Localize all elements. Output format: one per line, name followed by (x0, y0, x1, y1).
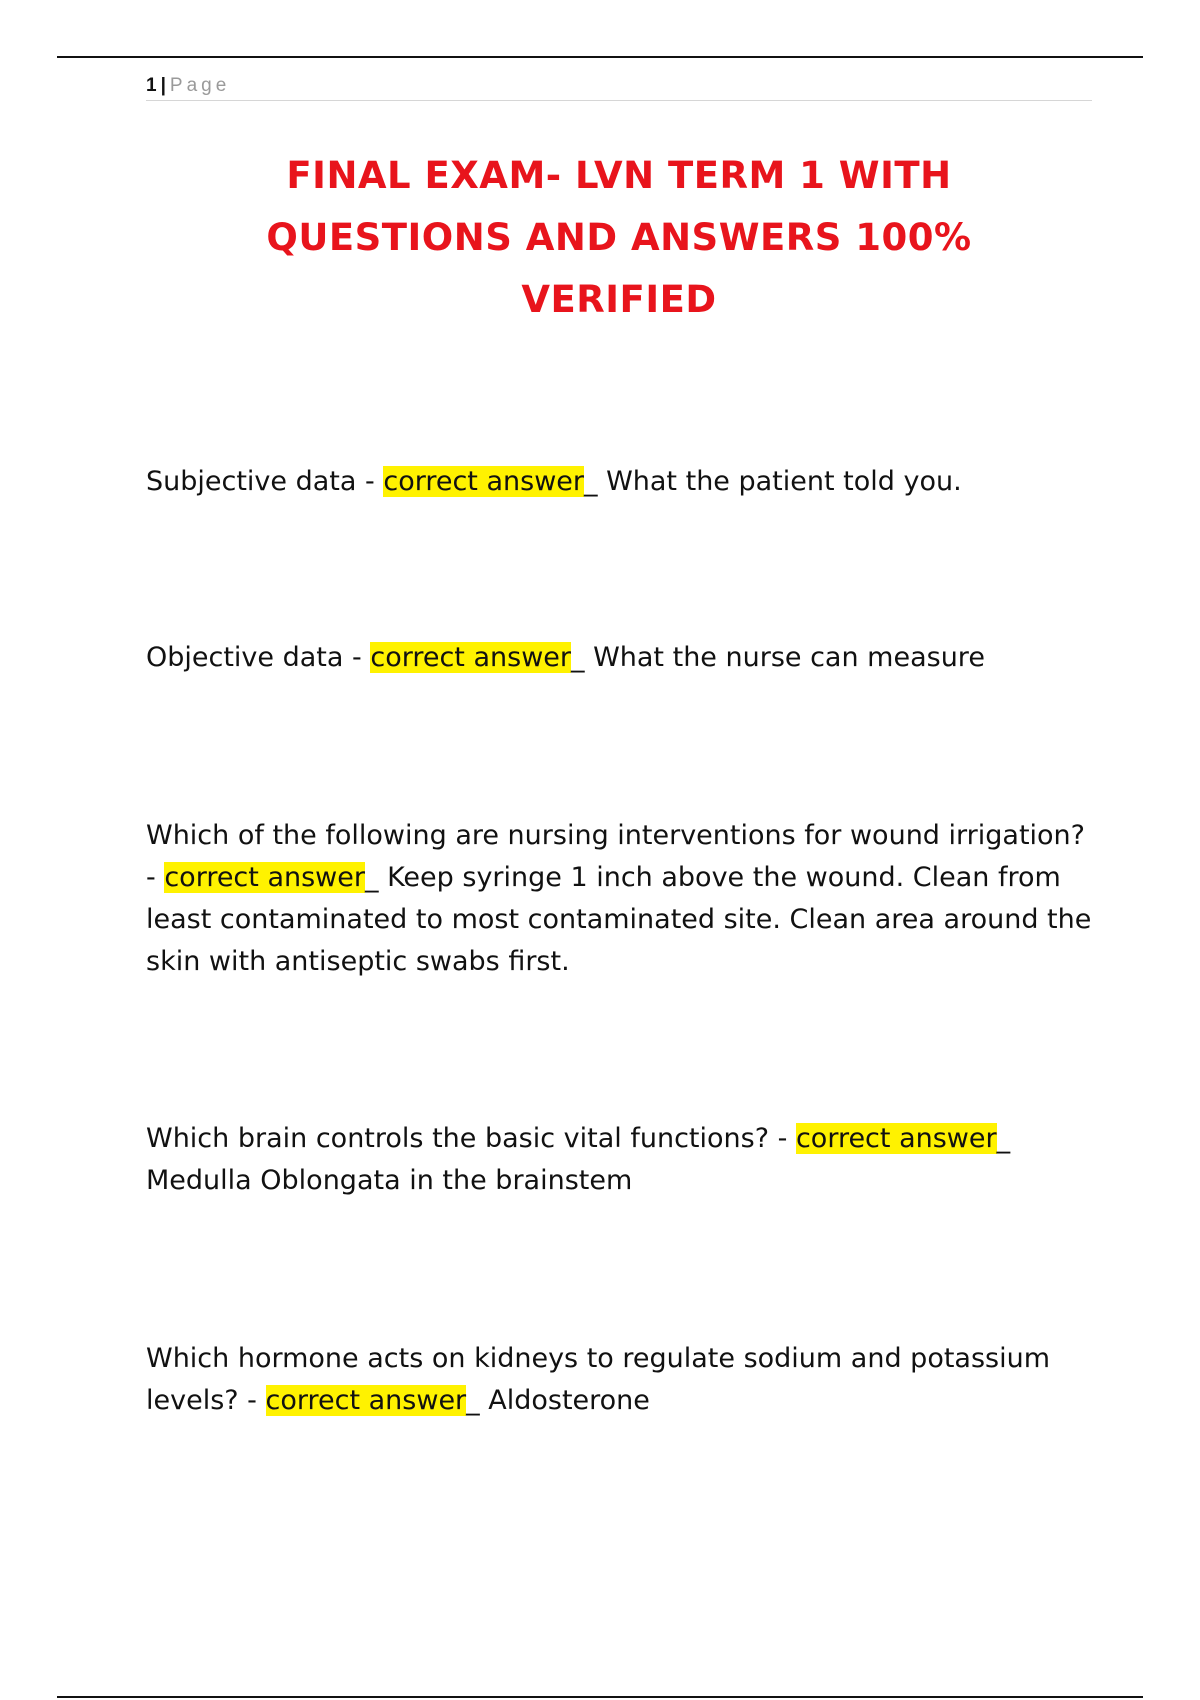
top-rule (57, 56, 1143, 58)
question-text: Which hormone acts on kidneys to regulate sodium and potassium levels? - (146, 1343, 1051, 1416)
correct-answer-marker: correct answer (383, 466, 584, 497)
page-number: 1 (146, 75, 157, 96)
answer-text: _ Medulla Oblongata in the brainstem (146, 1123, 1011, 1196)
document-title (146, 145, 1092, 331)
qa-item (146, 461, 1096, 503)
answer-text: _ Keep syringe 1 inch above the wound. Clean from least contaminated to most contaminated site. Clean area around the skin with antiseptic swabs first. (146, 862, 1092, 977)
bottom-rule (57, 1696, 1143, 1698)
question-text: Objective data - (146, 642, 371, 673)
qa-item (146, 815, 1096, 983)
title-line-3: VERIFIED (521, 278, 717, 321)
title-line-2: QUESTIONS AND ANSWERS 100% (266, 216, 972, 259)
answer-text: _ What the nurse can measure (571, 642, 985, 673)
page-header (146, 72, 1092, 101)
qa-item (146, 637, 1096, 679)
page-separator: | (160, 75, 166, 96)
question-text: Which of the following are nursing interventions for wound irrigation? - (146, 820, 1085, 893)
answer-text: _ Aldosterone (466, 1385, 650, 1416)
correct-answer-marker: correct answer (265, 1385, 467, 1416)
question-text: Which brain controls the basic vital functions? - (146, 1123, 796, 1154)
qa-item (146, 1118, 1096, 1202)
correct-answer-marker: correct answer (795, 1123, 997, 1154)
page-label: Page (169, 75, 231, 96)
correct-answer-marker: correct answer (164, 862, 365, 893)
correct-answer-marker: correct answer (370, 642, 571, 673)
qa-item (146, 1338, 1096, 1422)
title-line-1: FINAL EXAM- LVN TERM 1 WITH (286, 154, 952, 197)
answer-text: _ What the patient told you. (584, 466, 962, 497)
question-text: Subjective data - (146, 466, 384, 497)
